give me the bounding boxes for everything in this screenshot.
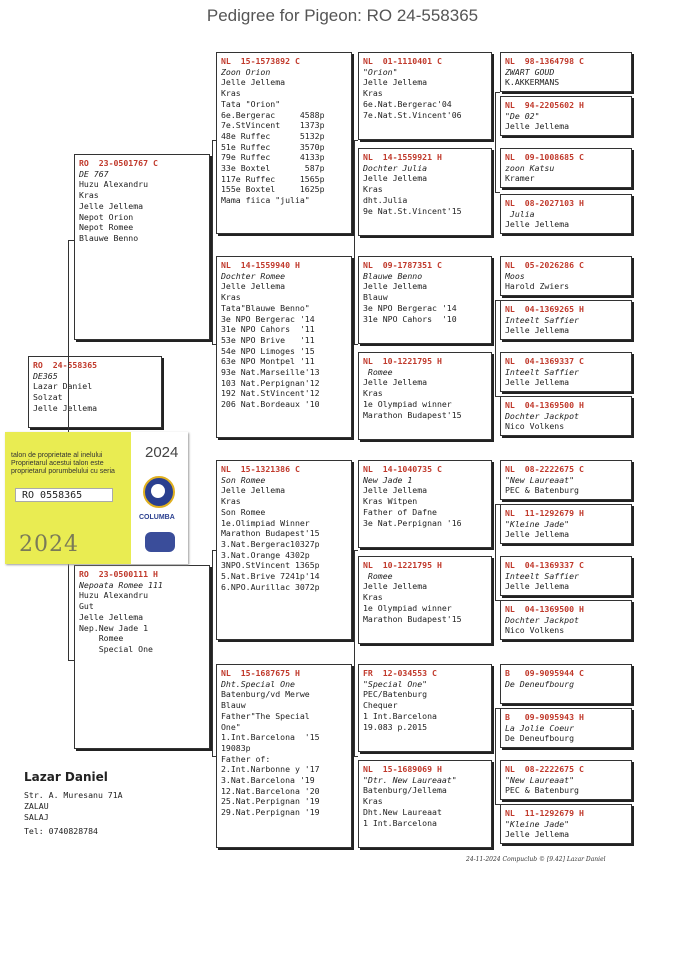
- pedigree-box-ggp1: [358, 52, 492, 140]
- pedigree-box-g3: [500, 148, 632, 188]
- pedigree-line: 48e Ruffec 5132p: [221, 130, 325, 141]
- connector-line: [212, 140, 213, 344]
- pedigree-line: 3e NPO Bergerac '14: [221, 313, 315, 324]
- pedigree-line: Kras: [79, 190, 99, 201]
- ring-number: NL 05-2026286 C: [505, 260, 584, 270]
- owner-address: Str. A. Muresanu 71A: [24, 790, 123, 800]
- pedigree-line: 19083p: [221, 742, 251, 753]
- pedigree-line: 1e Olympiad winner: [363, 398, 452, 409]
- pedigree-line: 192 Nat.StVincent'12: [221, 388, 320, 399]
- card-year-small: 2024: [145, 444, 179, 461]
- ring-number: RO 23-0500111 H: [79, 569, 158, 579]
- pigeon-name: Inteelt Saffier: [505, 314, 579, 325]
- pedigree-box-ggp6: [358, 556, 492, 644]
- ring-number: NL 15-1689069 H: [363, 764, 442, 774]
- pedigree-line: Jelle Jellema: [79, 611, 144, 622]
- ring-number: NL 09-1008685 C: [505, 152, 584, 162]
- pigeon-name: ZWART GOUD: [505, 66, 555, 77]
- pigeon-name: Moos: [505, 270, 525, 281]
- pigeon-name: Dochter Jackpot: [505, 614, 579, 625]
- pedigree-line: Jelle Jellema: [505, 829, 570, 840]
- ring-number: RO 23-0501767 C: [79, 158, 158, 168]
- pigeon-name: Dht.Special One: [221, 678, 295, 689]
- pigeon-name: Zoon Orion: [221, 66, 271, 77]
- pigeon-name: Julia: [505, 208, 535, 219]
- pigeon-name: "Kleine Jade": [505, 818, 570, 829]
- ring-number: FR 12-034553 C: [363, 668, 437, 678]
- pedigree-line: 117e Ruffec 1565p: [221, 173, 325, 184]
- pedigree-box-g1: [500, 52, 632, 92]
- ring-number: NL 94-2205602 H: [505, 100, 584, 110]
- card-yellow-panel: [5, 432, 129, 564]
- card-line: proprietarul porumbelului cu seria: [11, 468, 115, 475]
- pedigree-line: Father of Dafne: [363, 506, 437, 517]
- pedigree-line: 31e NPO Cahors '11: [221, 324, 315, 335]
- pedigree-box-g16: [500, 804, 632, 844]
- pigeon-name: De Deneufbourg: [505, 678, 575, 689]
- ring-number: NL 08-2027103 H: [505, 198, 584, 208]
- pedigree-line: 3e Nat.Perpignan '16: [363, 517, 462, 528]
- pedigree-box-g12: [500, 600, 632, 640]
- pigeon-icon: [151, 484, 165, 498]
- pedigree-line: Marathon Budapest'15: [363, 613, 462, 624]
- ring-number: NL 14-1559921 H: [363, 152, 442, 162]
- ring-number: B 09-9095944 C: [505, 668, 584, 678]
- ring-number: NL 04-1369337 C: [505, 560, 584, 570]
- pedigree-line: Huzu Alexandru: [79, 590, 149, 601]
- pedigree-line: Batenburg/vd Merwe: [221, 689, 310, 700]
- pigeon-name: zoon Katsu: [505, 162, 555, 173]
- ring-number: NL 04-1369265 H: [505, 304, 584, 314]
- pedigree-line: 93e Nat.Marseille'13: [221, 367, 320, 378]
- connector-line: [354, 140, 358, 141]
- pedigree-line: PEC & Batenburg: [505, 485, 579, 496]
- pigeon-name: "New Laureaat": [505, 774, 575, 785]
- pedigree-box-gp4: [216, 664, 352, 848]
- pedigree-line: Jelle Jellema: [221, 77, 286, 88]
- pedigree-line: 33e Boxtel 587p: [221, 163, 325, 174]
- ring-number: NL 08-2222675 C: [505, 764, 584, 774]
- pedigree-line: Kras: [363, 184, 383, 195]
- footer: 24-11-2024 Compuclub © [9.42] Lazar Daniel: [466, 856, 606, 863]
- pedigree-line: 63e NPO Montpel '11: [221, 356, 315, 367]
- pedigree-line: 6e.Bergerac 4588p: [221, 109, 325, 120]
- pedigree-line: Blauwe Benno: [79, 232, 139, 243]
- pedigree-line: Nepot Romee: [79, 222, 134, 233]
- pedigree-line: Kras: [221, 496, 241, 507]
- pedigree-line: Nico Volkens: [505, 625, 565, 636]
- pedigree-line: 3NPO.StVincent 1365p: [221, 560, 320, 571]
- connector-line: [495, 600, 500, 601]
- pedigree-box-ggp7: [358, 664, 492, 752]
- pedigree-line: 103 Nat.Perpignan'12: [221, 377, 320, 388]
- connector-line: [495, 708, 496, 804]
- pedigree-line: PEC & Batenburg: [505, 785, 579, 796]
- pedigree-line: Special One: [79, 643, 153, 654]
- pedigree-line: 2.Int.Narbonne y '17: [221, 764, 320, 775]
- owner-name: Lazar Daniel: [24, 770, 108, 784]
- pedigree-line: Jelle Jellema: [33, 402, 98, 413]
- pedigree-line: 19.083 p.2015: [363, 721, 428, 732]
- connector-line: [68, 660, 74, 661]
- federation-logo-icon: [145, 532, 175, 552]
- card-line: talon de proprietate al inelului: [11, 452, 103, 459]
- pedigree-line: 3.Nat.Orange 4302p: [221, 549, 310, 560]
- pedigree-line: 3e NPO Bergerac '14: [363, 302, 457, 313]
- pedigree-box-subject: [28, 356, 162, 428]
- pedigree-line: Blauw: [221, 700, 246, 711]
- pedigree-line: 1 Int.Barcelona: [363, 817, 437, 828]
- pedigree-line: Father"The Special: [221, 710, 310, 721]
- pedigree-line: Jelle Jellema: [505, 219, 570, 230]
- pedigree-box-gp3: [216, 460, 352, 640]
- pedigree-line: Kras: [363, 88, 383, 99]
- pigeon-name: New Jade 1: [363, 474, 413, 485]
- pedigree-line: 29.Nat.Perpignan '19: [221, 807, 320, 818]
- pedigree-line: Marathon Budapest'15: [363, 409, 462, 420]
- pigeon-name: "Dtr. New Laureaat": [363, 774, 457, 785]
- pedigree-line: Jelle Jellema: [79, 200, 144, 211]
- pedigree-line: 3.Nat.Barcelona '19: [221, 775, 315, 786]
- pedigree-line: Kras: [221, 88, 241, 99]
- pedigree-line: Jelle Jellema: [505, 377, 570, 388]
- pigeon-name: "Special One": [363, 678, 428, 689]
- pedigree-line: Nep.New Jade 1: [79, 622, 149, 633]
- connector-line: [212, 756, 216, 757]
- ring-number: NL 98-1364798 C: [505, 56, 584, 66]
- pedigree-box-ggp4: [358, 352, 492, 440]
- pedigree-box-g15: [500, 760, 632, 800]
- pedigree-line: Jelle Jellema: [363, 77, 428, 88]
- connector-line: [495, 92, 496, 192]
- card-year-large: 2024: [19, 532, 79, 557]
- connector-line: [495, 92, 500, 93]
- pedigree-line: 51e Ruffec 3570p: [221, 141, 325, 152]
- pedigree-box-g7: [500, 352, 632, 392]
- pedigree-line: 6e.Nat.Bergerac'04: [363, 98, 452, 109]
- pedigree-line: Jelle Jellema: [505, 121, 570, 132]
- ring-number: NL 04-1369337 C: [505, 356, 584, 366]
- pigeon-name: Romee: [363, 366, 393, 377]
- pigeon-name: Dochter Julia: [363, 162, 428, 173]
- card-line: Proprietarul acestui talon este: [11, 460, 104, 467]
- pedigree-line: 3.Nat.Bergerac10327p: [221, 538, 320, 549]
- connector-line: [212, 344, 216, 345]
- connector-line: [495, 708, 500, 709]
- ring-number: NL 11-1292679 H: [505, 508, 584, 518]
- pedigree-line: Jelle Jellema: [221, 281, 286, 292]
- connector-line: [212, 550, 216, 551]
- ring-number: NL 04-1369500 H: [505, 604, 584, 614]
- pedigree-line: Jelle Jellema: [363, 485, 428, 496]
- connector-line: [495, 300, 496, 396]
- connector-line: [354, 550, 355, 756]
- pedigree-line: Nico Volkens: [505, 421, 565, 432]
- ring-number: NL 15-1321386 C: [221, 464, 300, 474]
- owner-city: ZALAU: [24, 801, 49, 811]
- ring-number: NL 14-1040735 C: [363, 464, 442, 474]
- pedigree-line: 7e.Nat.St.Vincent'06: [363, 109, 462, 120]
- pedigree-line: 25.Nat.Perpignan '19: [221, 796, 320, 807]
- pedigree-line: 1e Olympiad winner: [363, 602, 452, 613]
- pedigree-line: 31e NPO Cahors '10: [363, 313, 457, 324]
- pedigree-box-ggp8: [358, 760, 492, 848]
- connector-line: [354, 140, 355, 344]
- pedigree-line: Jelle Jellema: [363, 173, 428, 184]
- pedigree-box-gp1: [216, 52, 352, 234]
- card-brand: COLUMBA: [139, 514, 175, 521]
- pedigree-line: Jelle Jellema: [505, 581, 570, 592]
- pigeon-name: Inteelt Saffier: [505, 366, 579, 377]
- pigeon-name: DE365: [33, 370, 58, 381]
- pigeon-name: "Kleine Jade": [505, 518, 570, 529]
- ring-number: NL 15-1687675 H: [221, 668, 300, 678]
- pigeon-name: Dochter Romee: [221, 270, 286, 281]
- ring-number: NL 10-1221795 H: [363, 560, 442, 570]
- connector-line: [495, 504, 500, 505]
- pigeon-name: Inteelt Saffier: [505, 570, 579, 581]
- pedigree-line: 54e NPO Limoges '15: [221, 345, 315, 356]
- connector-line: [495, 300, 500, 301]
- pedigree-line: Jelle Jellema: [505, 529, 570, 540]
- pedigree-line: 1.Int.Barcelona '15: [221, 732, 320, 743]
- pedigree-box-g9: [500, 460, 632, 500]
- pigeon-name: Blauwe Benno: [363, 270, 423, 281]
- pedigree-line: Gut: [79, 601, 94, 612]
- connector-line: [495, 192, 500, 193]
- pedigree-line: Romee: [79, 633, 124, 644]
- connector-line: [354, 550, 358, 551]
- pedigree-box-g5: [500, 256, 632, 296]
- ring-number: NL 11-1292679 H: [505, 808, 584, 818]
- pigeon-name: Romee: [363, 570, 393, 581]
- connector-line: [495, 804, 500, 805]
- pedigree-line: Tata "Orion": [221, 98, 281, 109]
- connector-line: [354, 756, 358, 757]
- pedigree-line: Marathon Budapest'15: [221, 528, 320, 539]
- pedigree-line: 7e.StVincent 1373p: [221, 120, 325, 131]
- owner-county: SALAJ: [24, 812, 49, 822]
- pedigree-line: 5.Nat.Brive 7241p'14: [221, 571, 320, 582]
- ring-ownership-card: [5, 432, 188, 564]
- pedigree-line: Huzu Alexandru: [79, 179, 149, 190]
- pedigree-line: Lazar Daniel: [33, 381, 93, 392]
- pedigree-line: Jelle Jellema: [363, 377, 428, 388]
- pedigree-box-g8: [500, 396, 632, 436]
- pedigree-box-g2: [500, 96, 632, 136]
- pedigree-line: Jelle Jellema: [505, 325, 570, 336]
- pedigree-line: Kras: [221, 292, 241, 303]
- connector-line: [354, 344, 358, 345]
- connector-line: [68, 240, 74, 241]
- pigeon-name: La Jolie Coeur: [505, 722, 575, 733]
- pedigree-line: Son Romee: [221, 506, 266, 517]
- pedigree-box-g11: [500, 556, 632, 596]
- card-logo-panel: [131, 432, 188, 564]
- pedigree-line: Solzat: [33, 392, 63, 403]
- pedigree-line: Harold Zwiers: [505, 281, 570, 292]
- pedigree-line: 6.NPO.Aurillac 3072p: [221, 581, 320, 592]
- ring-number: NL 15-1573892 C: [221, 56, 300, 66]
- pedigree-line: Nepot Orion: [79, 211, 134, 222]
- ring-number: RO 24-558365: [33, 360, 98, 370]
- pedigree-line: Kras Witpen: [363, 496, 418, 507]
- pedigree-box-ggp3: [358, 256, 492, 344]
- pedigree-box-g10: [500, 504, 632, 544]
- pedigree-line: 1 Int.Barcelona: [363, 710, 437, 721]
- pedigree-box-dam: [74, 565, 210, 749]
- pedigree-line: 1e.Olimpiad Winner: [221, 517, 310, 528]
- pigeon-name: Dochter Jackpot: [505, 410, 579, 421]
- pedigree-line: 79e Ruffec 4133p: [221, 152, 325, 163]
- pigeon-name: "New Laureaat": [505, 474, 575, 485]
- pedigree-line: Batenburg/Jellema: [363, 785, 447, 796]
- pedigree-line: Kras: [363, 388, 383, 399]
- pigeon-name: DE 767: [79, 168, 109, 179]
- pedigree-line: K.AKKERMANS: [505, 77, 560, 88]
- pedigree-line: Jelle Jellema: [363, 581, 428, 592]
- connector-line: [212, 550, 213, 756]
- pedigree-line: PEC/Batenburg: [363, 689, 428, 700]
- pedigree-box-g13: [500, 664, 632, 704]
- pedigree-line: Kras: [363, 592, 383, 603]
- pedigree-line: 53e NPO Brive '11: [221, 334, 315, 345]
- pedigree-line: 9e Nat.St.Vincent'15: [363, 205, 462, 216]
- pedigree-line: Mama fiica "julia": [221, 195, 310, 206]
- pedigree-line: dht.Julia: [363, 194, 408, 205]
- pedigree-line: Chequer: [363, 700, 398, 711]
- pedigree-line: 206 Nat.Bordeaux '10: [221, 399, 320, 410]
- pedigree-line: One": [221, 721, 241, 732]
- connector-line: [495, 504, 496, 600]
- owner-phone: Tel: 0740828784: [24, 826, 98, 836]
- ring-number: NL 09-1787351 C: [363, 260, 442, 270]
- ring-number: NL 04-1369500 H: [505, 400, 584, 410]
- card-text: [11, 452, 115, 476]
- pedigree-box-ggp2: [358, 148, 492, 236]
- pedigree-line: De Deneufbourg: [505, 733, 575, 744]
- pedigree-line: Father of:: [221, 753, 271, 764]
- pedigree-box-sire: [74, 154, 210, 340]
- pedigree-line: Kras: [363, 796, 383, 807]
- pedigree-box-g14: [500, 708, 632, 748]
- ring-number: NL 10-1221795 H: [363, 356, 442, 366]
- ring-number: NL 01-1110401 C: [363, 56, 442, 66]
- pedigree-line: Jelle Jellema: [221, 485, 286, 496]
- connector-line: [495, 396, 500, 397]
- pigeon-name: "Orion": [363, 66, 398, 77]
- pigeon-name: "De 02": [505, 110, 540, 121]
- pedigree-line: Kramer: [505, 173, 535, 184]
- page-title: Pedigree for Pigeon: RO 24-558365: [206, 6, 479, 25]
- pedigree-line: Tata"Blauwe Benno": [221, 302, 310, 313]
- ring-number: NL 08-2222675 C: [505, 464, 584, 474]
- pedigree-box-g6: [500, 300, 632, 340]
- ring-number: NL 14-1559940 H: [221, 260, 300, 270]
- pedigree-line: Blauw: [363, 292, 388, 303]
- pedigree-line: 12.Nat.Barcelona '20: [221, 785, 320, 796]
- pedigree-line: Jelle Jellema: [363, 281, 428, 292]
- connector-line: [212, 140, 216, 141]
- pedigree-line: Dht.New Laureaat: [363, 806, 442, 817]
- pedigree-box-ggp5: [358, 460, 492, 548]
- pigeon-name: Nepoata Romee 111: [79, 579, 163, 590]
- ring-number: B 09-9095943 H: [505, 712, 584, 722]
- pedigree-box-g4: [500, 194, 632, 234]
- pedigree-line: 155e Boxtel 1625p: [221, 184, 325, 195]
- card-ring-number: RO 0558365: [15, 488, 113, 502]
- pigeon-name: Son Romee: [221, 474, 266, 485]
- pedigree-box-gp2: [216, 256, 352, 438]
